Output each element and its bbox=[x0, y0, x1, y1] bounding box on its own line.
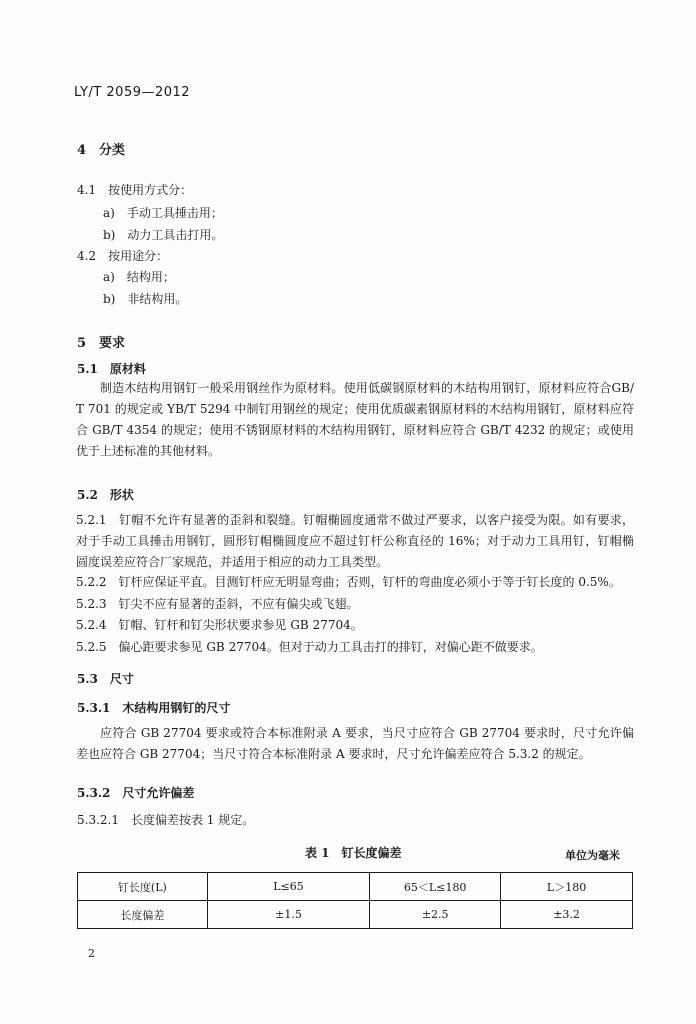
clause-5-2-3: 5.2.3 钉尖不应有显著的歪斜，不应有偏尖或飞翅。 bbox=[76, 597, 359, 611]
nail-length-tolerance-table bbox=[77, 872, 633, 929]
table-unit: 单位为毫米 bbox=[565, 849, 620, 862]
section-5-3-2-title: 5.3.2 尺寸允许偏差 bbox=[77, 786, 195, 800]
clause-5-2-5: 5.2.5 偏心距要求参见 GB 27704。但对于动力工具击打的排钉，对偏心距不做要求。 bbox=[76, 640, 543, 654]
section-5-1-paragraph: 制造木结构用钢钉一般采用钢丝作为原材料。使用低碳钢原材料的木结构用钢钉，原材料应符合GB/T 701 的规定或 YB/T 5294 中制钉用钢丝的规定；使用优质碳素钢原材料的木结构用钢钉，原材料应符合 GB/T 4354 的规定；使用不锈钢原材料的木结构用钢钉，原材料应符合 GB/T 4232 的规定；或使用优于上述标准的其他材料。 bbox=[76, 381, 634, 458]
section-4-1-title: 4.1 按使用方式分： bbox=[77, 183, 193, 197]
table-header-cell: 钉长度(L) bbox=[78, 873, 208, 901]
table-cell: 长度偏差 bbox=[78, 901, 208, 929]
section-5-3-1-title: 5.3.1 木结构用钢钉的尺寸 bbox=[77, 701, 231, 715]
list-item: b) 动力工具击打用。 bbox=[103, 228, 224, 242]
table-row bbox=[78, 901, 633, 929]
table-cell: ±2.5 bbox=[370, 901, 501, 929]
list-item: b) 非结构用。 bbox=[103, 292, 188, 306]
list-item: a) 手动工具捶击用； bbox=[103, 206, 223, 220]
table-caption: 表 1 钉长度偏差 bbox=[305, 846, 402, 860]
section-5-title: 5 要求 bbox=[77, 336, 126, 351]
clause-5-3-2-1: 5.3.2.1 长度偏差按表 1 规定。 bbox=[77, 813, 255, 827]
standard-code: LY/T 2059—2012 bbox=[74, 85, 191, 100]
section-4-2-title: 4.2 按用途分： bbox=[77, 249, 169, 263]
table-header-cell: L＞180 bbox=[501, 873, 633, 901]
clause-5-2-1: 5.2.1 钉帽不允许有显著的歪斜和裂缝。钉帽椭圆度通常不做过严要求，以客户接受为限。如有要求，对于手动工具捶击用钢钉，圆形钉帽椭圆度应不超过钉杆公称直径的 16%；对于动力工具用钉，钉帽椭圆度误差应符合厂家规范，并适用于相应的动力工具类型。 bbox=[76, 513, 634, 569]
page-number: 2 bbox=[88, 947, 95, 960]
section-5-1-title: 5.1 原材料 bbox=[77, 362, 146, 376]
section-4-title: 4 分类 bbox=[77, 143, 126, 158]
clause-5-2-4: 5.2.4 钉帽、钉杆和钉尖形状要求参见 GB 27704。 bbox=[76, 618, 363, 632]
list-item: a) 结构用； bbox=[103, 270, 175, 284]
section-5-3-title: 5.3 尺寸 bbox=[77, 672, 134, 686]
section-5-3-1-paragraph: 应符合 GB 27704 要求或符合本标准附录 A 要求，当尺寸应符合 GB 27704 要求时，尺寸允许偏差也应符合 GB 27704；当尺寸符合本标准附录 A 要求时，尺寸允许偏差应符合 5.3.2 的规定。 bbox=[76, 726, 634, 761]
section-5-2-title: 5.2 形状 bbox=[77, 488, 134, 502]
table-header-cell: L≤65 bbox=[207, 873, 370, 901]
table-header-cell: 65＜L≤180 bbox=[370, 873, 501, 901]
table-cell: ±3.2 bbox=[501, 901, 633, 929]
clause-5-2-2: 5.2.2 钉杆应保证平直。目测钉杆应无明显弯曲；否则，钉杆的弯曲度必须小于等于钉长度的 0.5%。 bbox=[76, 575, 621, 589]
table-cell: ±1.5 bbox=[207, 901, 370, 929]
table-header-row bbox=[78, 873, 633, 901]
